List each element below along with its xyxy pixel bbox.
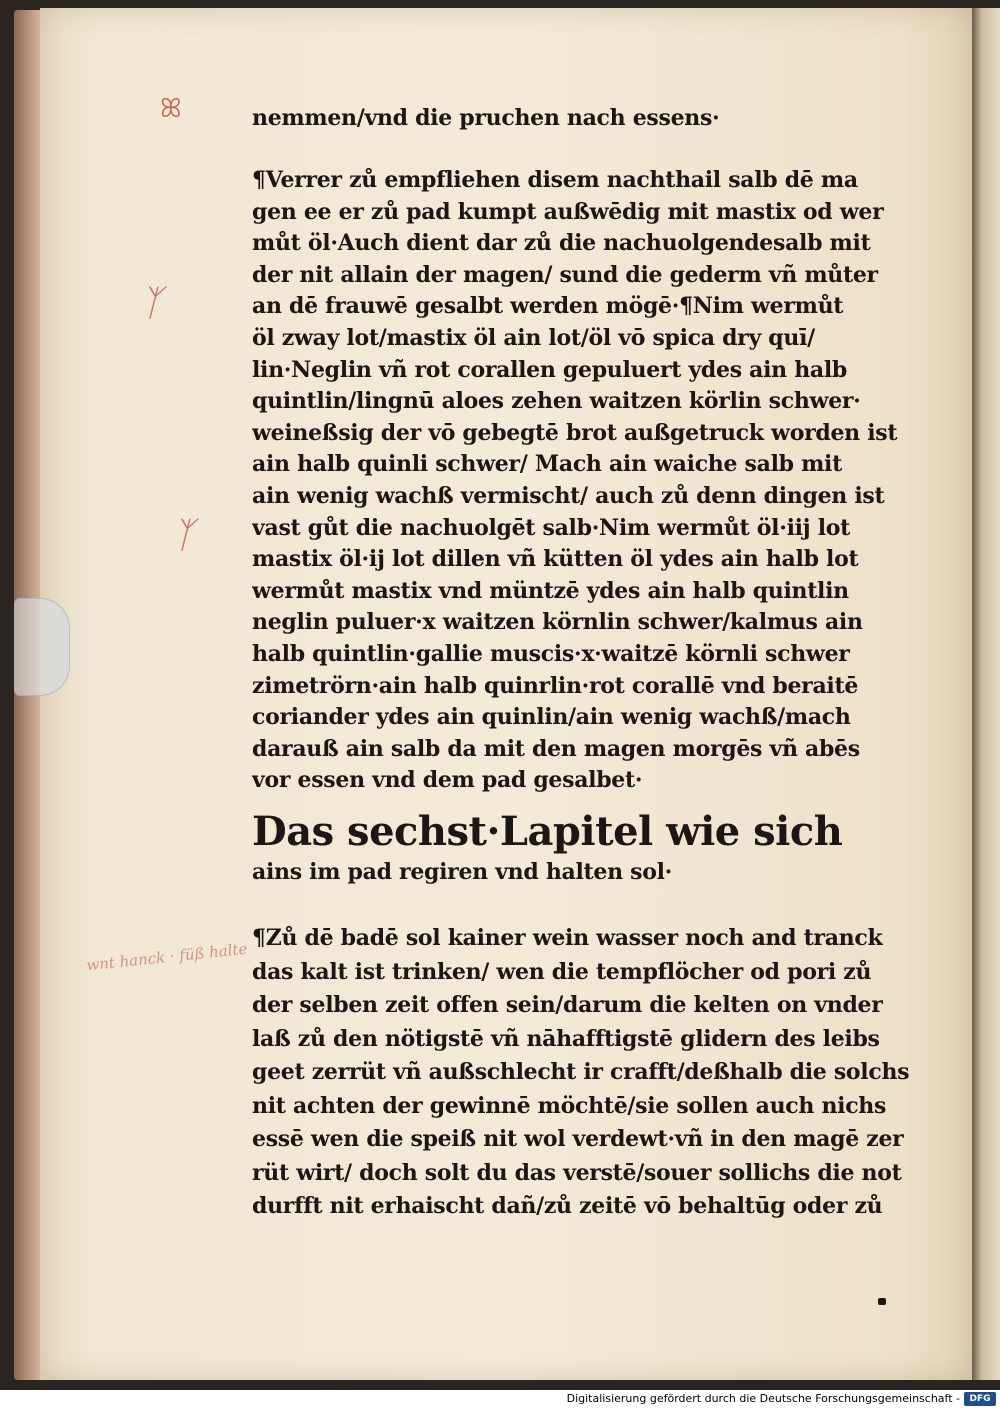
text-line: mastix öl·ij lot dillen vñ kütten öl ydes ain halb lot [252,546,859,573]
red-ornament-icon: ꕤ [160,94,182,124]
chapter-heading: Das sechst·Lapitel wie sich [252,808,843,855]
margin-mark: ᛉ [140,283,162,324]
margin-handwritten-note: wnt hanck · füß halte [85,939,249,975]
page-clip [14,598,70,696]
text-line: an dē frauwē gesalbt werden mögē·¶Nim wermůt [252,293,844,320]
text-line: můt öl·Auch dient dar zů die nachuolgendesalb mit [252,230,871,257]
text-line: darauß ain salb da mit den magen morgēs vñ abēs [252,735,860,762]
text-line: durfft nit erhaischt dañ/zů zeitē vō behaltūg oder zů [252,1193,883,1219]
text-line: ¶Verrer zů empfliehen disem nachthail salb dē ma [252,167,858,193]
text-line: quintlin/lingnū aloes zehen waitzen körlin schwer· [252,388,861,415]
dfg-logo: DFG [964,1392,996,1406]
chapter-subheading: ains im pad regiren vnd halten sol· [252,859,673,885]
text-line: der selben zeit offen sein/darum die kelten on vnder [252,992,883,1018]
text-line: öl zway lot/mastix öl ain lot/öl vō spica dry quī/ [252,325,815,351]
text-line: essē wen die speiß nit wol verdewt·vñ in den magē zer [252,1126,904,1152]
facing-page-edge [972,8,1000,1380]
text-line: neglin puluer·x waitzen körnlin schwer/kalmus ain [252,609,863,636]
ink-blot [878,1298,886,1305]
text-line: der nit allain der magen/ sund die gederm vñ můter [252,261,878,288]
text-line: wermůt mastix vnd müntzē ydes ain halb quintlin [252,577,849,604]
text-line: nemmen/vnd die pruchen nach essens· [252,105,720,131]
text-line: zimetrörn·ain halb quinrlin·rot corallē vnd beraitē [252,672,859,699]
text-line: lin·Neglin vñ rot corallen gepuluert ydes ain halb [252,356,848,383]
text-line: vor essen vnd dem pad gesalbet· [252,767,643,794]
margin-mark: ᛉ [172,515,194,556]
text-line: ¶Zů dē badē sol kainer wein wasser noch and tranck [252,925,883,951]
text-line: das kalt ist trinken/ wen die tempflöcher od pori zů [252,958,872,985]
text-line: coriander ydes ain quinlin/ain wenig wachß/mach [252,704,851,731]
text-line: gen ee er zů pad kumpt außwēdig mit mastix od wer [252,198,884,225]
text-line: rüt wirt/ doch solt du das verstē/souer sollichs die not [252,1159,902,1186]
text-line: weineßsig der vō gebegtē brot außgetruck worden ist [252,419,898,446]
text-line: ain wenig wachß vermischt/ auch zů denn dingen ist [252,483,885,509]
footer-credit: Digitalisierung gefördert durch die Deutsche Forschungsgemeinschaft - [566,1392,960,1405]
text-line: halb quintlin·gallie muscis·x·waitzē körnli schwer [252,641,850,667]
text-line: vast gůt die nachuolgēt salb·Nim wermůt öl·iij lot [252,514,850,541]
text-line: ain halb quinli schwer/ Mach ain waiche salb mit [252,451,842,478]
footer-bar [0,1390,1000,1409]
text-line: nit achten der gewinnē möchtē/sie sollen auch nichs [252,1092,887,1119]
text-line: laß zů den nötigstē vñ nāhafftigstē glidern des leibs [252,1025,880,1052]
text-line: geet zerrüt vñ außschlecht ir crafft/deßhalb die solchs [252,1059,910,1085]
